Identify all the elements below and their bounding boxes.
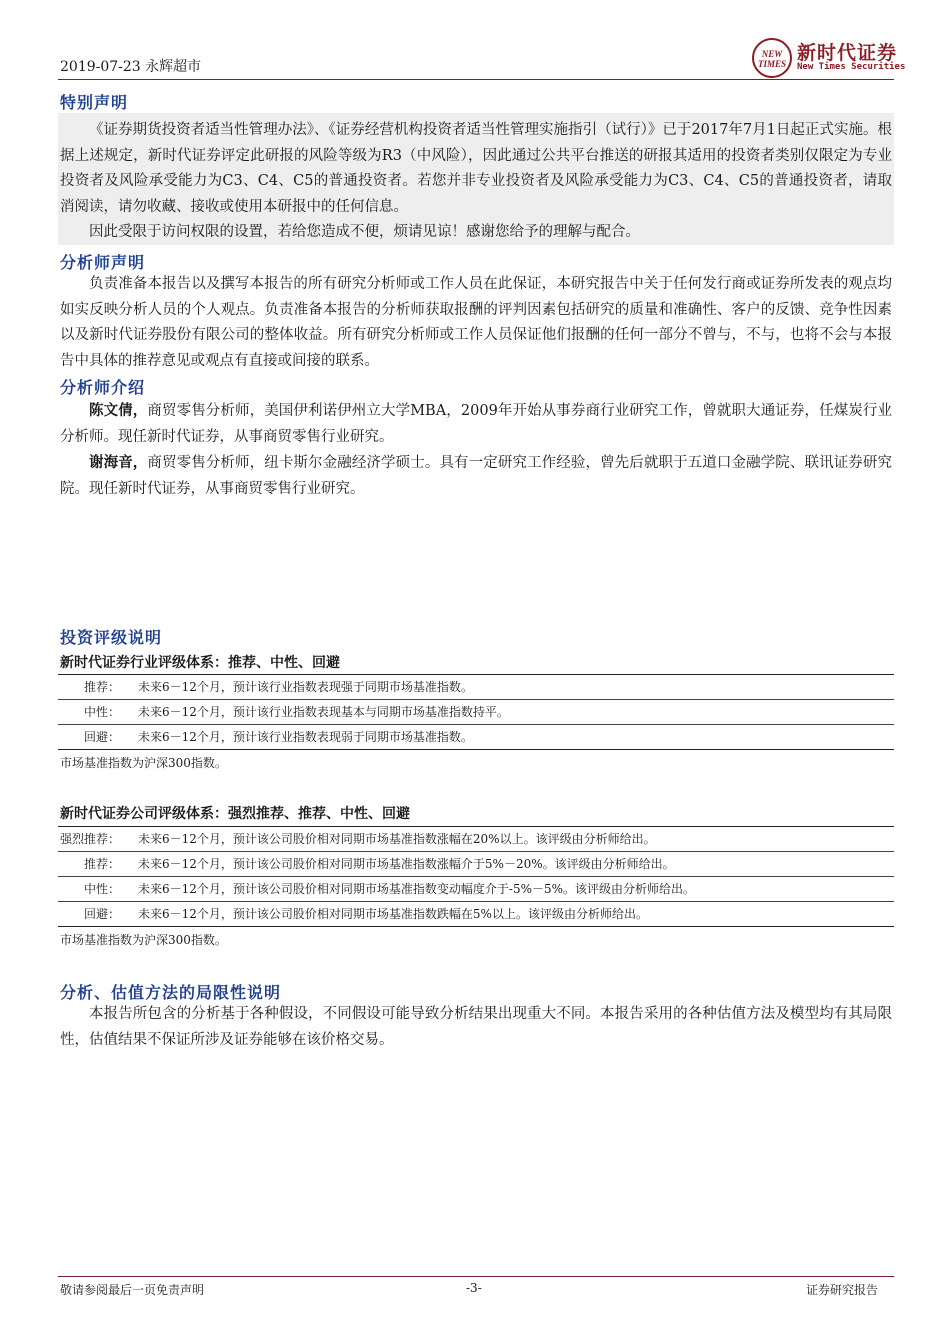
analyst-statement-body (60, 272, 892, 374)
table-row (58, 826, 894, 852)
rating-label: 回避： (83, 730, 120, 744)
table-row (58, 902, 894, 927)
rating-label: 推荐： (83, 857, 120, 871)
company-rating-title: 新时代证券公司评级体系：强烈推荐、推荐、中性、回避 (60, 806, 410, 822)
limitation-body (60, 1002, 892, 1053)
logo-english-name: New Times Securities (797, 62, 906, 72)
special-statement-body (60, 118, 892, 246)
rating-label: 回避： (83, 907, 120, 921)
industry-rating-note: 市场基准指数为沪深300指数。 (60, 756, 227, 770)
rating-description: 未来6－12个月，预计该公司股价相对同期市场基准指数跌幅在5%以上。该评级由分析师给出。 (138, 907, 648, 921)
special-statement-title: 特别声明 (60, 93, 129, 112)
rating-label: 强烈推荐： (59, 832, 120, 846)
rating-description: 未来6－12个月，预计该行业指数表现基本与同期市场基准指数持平。 (138, 705, 509, 719)
company-rating-table (58, 826, 894, 927)
rating-label: 推荐： (83, 680, 120, 694)
analyst-1-name: 陈文倩， (89, 402, 148, 419)
logo-chinese-name: 新时代证券 (797, 42, 898, 64)
header-divider (58, 79, 894, 80)
footer-disclaimer-note: 敬请参阅最后一页免责声明 (60, 1283, 205, 1297)
table-row (58, 700, 894, 725)
analyst-statement-paragraph: 负责准备本报告以及撰写本报告的所有研究分析师或工作人员在此保证，本研究报告中关于任何发行商或证券所发表的观点均如实反映分析人员的个人观点。负责准备本报告的分析师获取报酬的评判因素包括研究的质量和准确性、客户的反馈、竞争性因素以及新时代证券股份有限公司的整体收益。所有研究分析师或工作人员保证他们报酬的任何一部分不曾与，不与，也将不会与本报告中具体的推荐意见或观点有直接或间接的联系。 (60, 276, 892, 369)
rating-description: 未来6－12个月，预计该行业指数表现弱于同期市场基准指数。 (138, 730, 473, 744)
table-row (58, 725, 894, 750)
footer-report-type: 证券研究报告 (806, 1283, 879, 1297)
rating-title: 投资评级说明 (60, 628, 163, 647)
rating-description: 未来6－12个月，预计该公司股价相对同期市场基准指数变动幅度介于-5%－5%。该评级由分析师给出。 (138, 882, 696, 896)
industry-rating-title: 新时代证券行业评级体系：推荐、中性、回避 (60, 655, 340, 671)
rating-description: 未来6－12个月，预计该行业指数表现强于同期市场基准指数。 (138, 680, 473, 694)
limitation-title: 分析、估值方法的局限性说明 (60, 983, 282, 1002)
analyst-intro-title: 分析师介绍 (60, 378, 146, 397)
analyst-2-name: 谢海音， (89, 454, 148, 471)
limitation-paragraph: 本报告所包含的分析基于各种假设，不同假设可能导致分析结果出现重大不同。本报告采用的各种估值方法及模型均有其局限性，估值结果不保证所涉及证券能够在该价格交易。 (60, 1006, 892, 1048)
logo-seal-icon: NEW TIMES (752, 38, 792, 78)
rating-description: 未来6－12个月，预计该公司股价相对同期市场基准指数涨幅介于5%－20%。该评级由分析师给出。 (138, 857, 675, 871)
analyst-statement-title: 分析师声明 (60, 253, 146, 272)
rating-label: 中性： (83, 882, 120, 896)
footer-divider (58, 1276, 894, 1277)
analyst-1-bio: 商贸零售分析师，美国伊利诺伊州立大学MBA，2009年开始从事券商行业研究工作，曾就职大通证券，任煤炭行业分析师。现任新时代证券，从事商贸零售行业研究。 (60, 403, 893, 445)
analyst-intro-1 (60, 398, 892, 450)
header-date-company: 2019-07-23 永辉超市 (60, 59, 202, 75)
analyst-intro-body (60, 398, 892, 502)
rating-label: 中性： (83, 705, 120, 719)
special-statement-paragraph-2: 因此受限于访问权限的设置，若给您造成不便，烦请见谅！感谢您给予的理解与配合。 (89, 224, 640, 240)
analyst-intro-2 (60, 450, 892, 502)
analyst-2-bio: 商贸零售分析师，纽卡斯尔金融经济学硕士。具有一定研究工作经验，曾先后就职于五道口金融学院、联讯证券研究院。现任新时代证券，从事商贸零售行业研究。 (60, 455, 893, 497)
industry-rating-table (58, 674, 894, 750)
table-row (58, 674, 894, 700)
company-rating-note: 市场基准指数为沪深300指数。 (60, 933, 227, 947)
special-statement-paragraph-1: 《证券期货投资者适当性管理办法》、《证券经营机构投资者适当性管理实施指引（试行）》已于2017年7月1日起正式实施。根据上述规定，新时代证券评定此研报的风险等级为R3（中风险），因此通过公共平台推送的研报其适用的投资者类别仅限定为专业投资者及风险承受能力为C3、C4、C5的普通投资者。若您并非专业投资者及风险承受能力为C3、C4、C5的普通投资者，请取消阅读，请勿收藏、接收或使用本研报中的任何信息。 (60, 122, 892, 215)
table-row (58, 852, 894, 877)
table-row (58, 877, 894, 902)
rating-description: 未来6－12个月，预计该公司股价相对同期市场基准指数涨幅在20%以上。该评级由分析师给出。 (138, 832, 656, 846)
page-number: -3- (466, 1281, 482, 1295)
